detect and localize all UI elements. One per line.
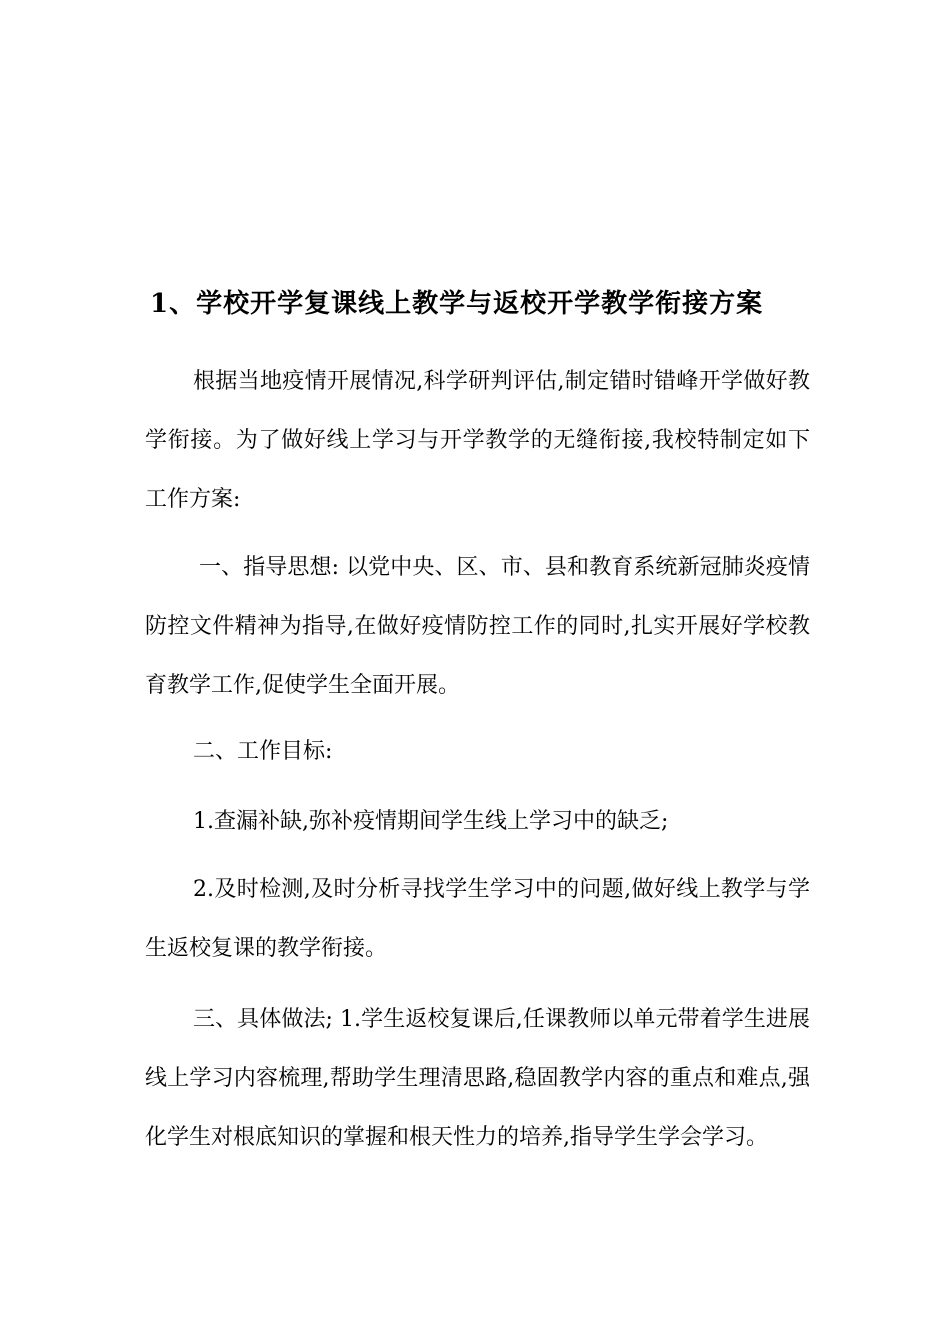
document-title: 1、学校开学复课线上教学与返校开学教学衔接方案 [150, 289, 764, 319]
paragraph-goal-2: 2.及时检测,及时分析寻找学生学习中的问题,做好线上教学与学生返校复课的教学衔接。 [145, 877, 810, 961]
paragraph-work-goals-heading: 二、工作目标: [193, 739, 333, 764]
paragraph-intro: 根据当地疫情开展情况,科学研判评估,制定错时错峰开学做好教学衔接。为了做好线上学习与开学教学的无缝衔接,我校特制定如下工作方案: [145, 369, 810, 512]
paragraph-goal-1: 1.查漏补缺,弥补疫情期间学生线上学习中的缺乏; [193, 809, 669, 834]
paragraph-guiding-thought: 一、指导思想: 以党中央、区、市、县和教育系统新冠肺炎疫情防控文件精神为指导,在做好疫情防控工作的同时,扎实开展好学校教育教学工作,促使学生全面开展。 [145, 555, 810, 698]
paragraph-specific-methods: 三、具体做法; 1.学生返校复课后,任课教师以单元带着学生进展线上学习内容梳理,帮助学生理清思路,稳固教学内容的重点和难点,强化学生对根底知识的掌握和根天性力的培养,指导学生学会学习。 [145, 1007, 810, 1150]
